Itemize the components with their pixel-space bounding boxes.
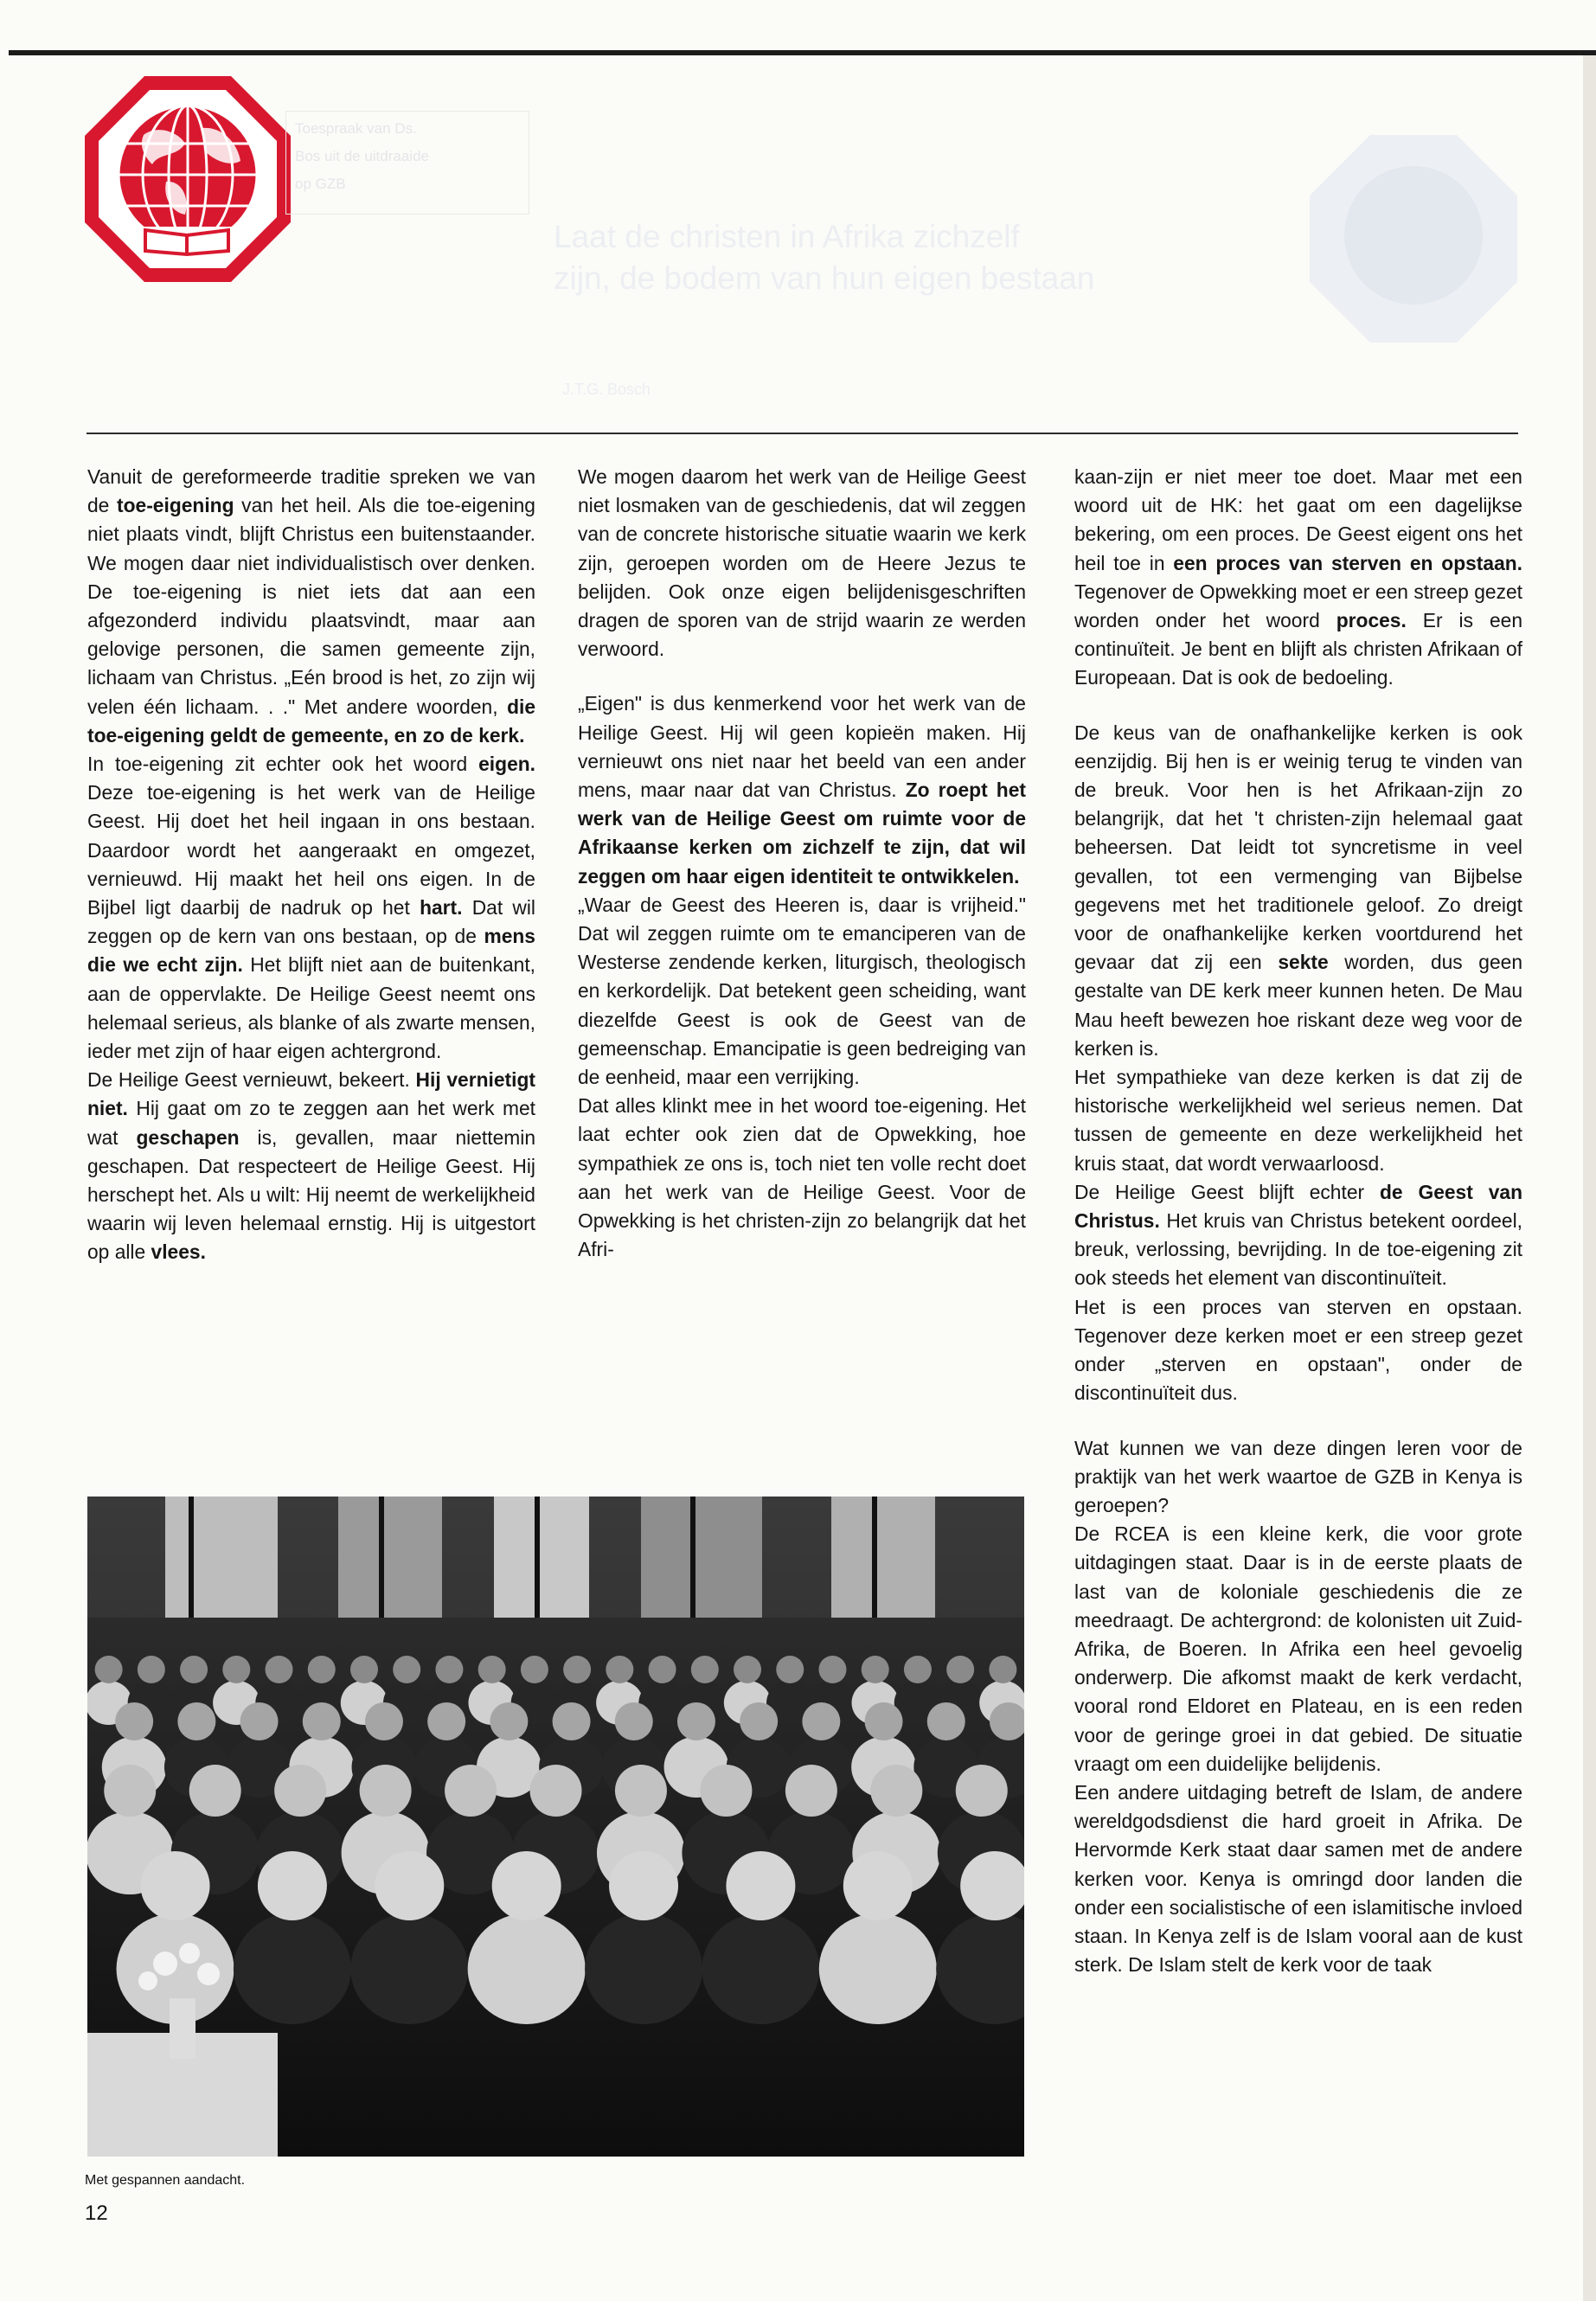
top-rule xyxy=(9,50,1596,55)
bold-emphasis: Hij vernietigt niet. xyxy=(87,1068,535,1120)
article-paragraph: We mogen daarom het werk van de Heilige Geest niet losmaken van de geschiedenis, dat wil zeggen van de concrete historische situatie waarin we kerk zijn, geroepen worden om de Heere Jezus te belijden. Ook onze eigen belijdenisgeschriften dragen de sporen van de strijd waarin ze werden verwoord. xyxy=(578,465,1026,661)
ghost-intro-box xyxy=(285,111,529,215)
bold-emphasis: proces. xyxy=(1336,609,1407,632)
bold-emphasis: Zo roept het werk van de Heilige Geest om ruimte voor de Afrikaanse kerken om zichzelf te zijn, dat wil zeggen om haar eigen identiteit te ontwikkelen. xyxy=(578,779,1026,888)
article-paragraph: „Eigen" is dus kenmerkend voor het werk van de Heilige Geest. Hij wil geen kopieën maken. Hij vernieuwt ons niet naar het beeld van een ander mens, maar naar dat van Christus. Zo roept het werk van de Heilige Geest om ruimte voor de Afrikaanse kerken om zichzelf te zijn, dat wil zeggen om haar eigen identiteit te ontwikkelen. xyxy=(578,692,1026,888)
bold-emphasis: eigen. xyxy=(478,753,535,776)
ghost-headline-line: zijn, de bodem van hun eigen bestaan xyxy=(554,260,1095,296)
photo-caption: Met gespannen aandacht. xyxy=(85,2173,246,2188)
article-paragraph: „Waar de Geest des Heeren is, daar is vrijheid." Dat wil zeggen ruimte om te emanciperen van de Westerse zendende kerken, liturgisch, theologisch en kerkordelijk. Dat betekent geen scheiding, want diezelfde Geest is ook de Geest van de gemeenschap. Emancipatie is geen bedreiging van de eenheid, maar een verrijking. xyxy=(578,893,1026,1089)
bold-emphasis: mens die we echt zijn. xyxy=(87,925,535,977)
bold-emphasis: de Geest van Christus. xyxy=(1074,1180,1522,1233)
page-edge-shadow xyxy=(1583,55,1596,2301)
bold-emphasis: geschapen xyxy=(136,1125,240,1149)
ghost-headline-line: Laat de christen in Afrika zichzelf xyxy=(554,219,1020,254)
article-paragraph: In toe-eigening zit echter ook het woord eigen. Deze toe-eigening is het werk van de Heilige Geest. Hij doet het heil ingaan in ons bestaan. Daardoor wordt het aangeraakt en omgezet, vernieuwd. Hij maakt het heil ons eigen. In de Bijbel ligt daarbij de nadruk op het hart. Dat wil zeggen op de kern van ons bestaan, op de mens die we echt zijn. Het blijft niet aan de buitenkant, aan de oppervlakte. De Heilige Geest neemt ons helemaal serieus, als blanke of als zwarte mensen, ieder met zijn of haar eigen achtergrond. xyxy=(87,753,535,1063)
article-column-1 xyxy=(87,463,535,1267)
globe-bible-logo xyxy=(83,74,292,284)
article-column-2 xyxy=(578,463,1026,1264)
column-top-rule xyxy=(87,433,1518,434)
article-paragraph: Dat alles klinkt mee in het woord toe-eigening. Het laat echter ook zien dat de Opwekking, hoe sympathiek ze ons is, toch niet ten volle recht doet aan het werk van de Heilige Geest. Voor de Opwekking is het christen-zijn zo belangrijk dat het Afri- xyxy=(578,1094,1026,1261)
page-number: 12 xyxy=(85,2202,108,2225)
bold-emphasis: toe-eigening xyxy=(117,494,234,517)
audience-photo xyxy=(87,1497,1024,2157)
article-paragraph: Vanuit de gereformeerde traditie spreken we van de toe-eigening van het heil. Als die toe-eigening niet plaats vindt, blijft Christus een buitenstaander. We mogen daar niet individualistisch over denken. De toe-eigening is niet iets dat aan een afgezonderd individu plaatsvindt, maar aan gelovige personen, die samen gemeente zijn, lichaam van Christus. „Eén brood is het, zo zijn wij velen één lichaam. . ." Met andere woorden, die toe-eigening geldt de gemeente, en zo de kerk. xyxy=(87,465,535,747)
ghost-logo-icon xyxy=(1308,133,1519,344)
article-column-3 xyxy=(1074,463,1522,1979)
article-paragraph: kaan-zijn er niet meer toe doet. Maar met een woord uit de HK: het gaat om een dagelijkse bekering, om een proces. De Geest eigent ons het heil toe in een proces van sterven en opstaan. Tegenover de Opwekking moet er een streep gezet worden onder het woord proces. Er is een continuïteit. Je bent en blijft als christen Afrikaan of Europeaan. Dat is ook de bedoeling. xyxy=(1074,465,1523,689)
ghost-byline: J.T.G. Bosch xyxy=(562,381,651,398)
audience-faces xyxy=(87,1656,1024,2024)
article-paragraph: Wat kunnen we van deze dingen leren voor de praktijk van het werk waartoe de GZB in Kenya is geroepen? xyxy=(1074,1436,1522,1516)
article-paragraph: De RCEA is een kleine kerk, die voor grote uitdagingen staat. Daar is in de eerste plaats de last van de koloniale geschiedenis die ze meedraagt. De achtergrond: de kolonisten uit Zuid-Afrika, de Boeren. In Afrika een heel gevoelig onderwerp. Die afkomst maakt de kerk verdacht, vooral rond Eldoret en Plateau, en is een reden voor de geringe groei in dat gebied. De situatie vraagt om een duidelijke belijdenis. xyxy=(1074,1522,1522,1775)
bold-emphasis: hart. xyxy=(420,896,463,920)
bold-emphasis: die toe-eigening geldt de gemeente, en zo de kerk. xyxy=(87,695,535,747)
article-paragraph: Een andere uitdaging betreft de Islam, de andere wereldgodsdienst die hard groeit in Afrika. De Hervormde Kerk staat daar samen met de andere kerken voor. Kenya is omringd door landen die onder een socialistische of een islamitische invloed staan. In Kenya zelf is de Islam vooral aan de kust sterk. De Islam stelt de kerk voor de taak xyxy=(1074,1780,1522,1977)
article-paragraph: Het is een proces van sterven en opstaan. Tegenover deze kerken moet er een streep gezet onder „sterven en opstaan", onder de discontinuïteit dus. xyxy=(1074,1295,1522,1405)
ghost-box-line: Toespraak van Ds. xyxy=(295,120,417,137)
ghost-headline xyxy=(554,216,1094,299)
article-paragraph: De Heilige Geest vernieuwt, bekeert. Hij vernietigt niet. Hij gaat om zo te zeggen aan het werk met wat geschapen is, gevallen, maar niettemin geschapen. Dat respecteert de Heilige Geest. Hij herschept het. Als u wilt: Hij neemt de werkelijkheid waarin wij leven helemaal ernstig. Hij is uitgestort op alle vlees. xyxy=(87,1068,536,1264)
ghost-box-line: op GZB xyxy=(295,176,346,192)
bold-emphasis: een proces van sterven en opstaan. xyxy=(1173,551,1523,574)
article-paragraph: De keus van de onafhankelijke kerken is ook eenzijdig. Bij hen is er weinig terug te vinden van de breuk. Voor hen is het Afrikaan-zijn zo belangrijk, dat het 't christen-zijn helemaal gaat beheersen. Dat leidt tot syncretisme in veel gevallen, tot een vermenging van Bijbelse gegevens met het traditionele geloof. Zo dreigt voor de onafhankelijke kerken voortdurend het gevaar dat zij een sekte worden, dus geen gestalte van DE kerk meer kunnen heten. De Mau Mau heeft bewezen hoe riskant deze weg voor de kerken is. xyxy=(1074,721,1523,1060)
bold-emphasis: vlees. xyxy=(151,1240,206,1264)
bold-emphasis: sekte xyxy=(1278,951,1329,974)
article-paragraph: De Heilige Geest blijft echter de Geest van Christus. Het kruis van Christus betekent oordeel, breuk, verlossing, bevrijding. In de toe-eigening zit ook steeds het element van discontinuïteit. xyxy=(1074,1180,1522,1290)
article-paragraph: Het sympathieke van deze kerken is dat zij de historische werkelijkheid wel serieus nemen. Dat tussen de gemeente en deze werkelijkheid het kruis staat, dat wordt verwaarloosd. xyxy=(1074,1066,1522,1175)
ghost-box-line: Bos uit de uitdraaide xyxy=(295,148,429,164)
